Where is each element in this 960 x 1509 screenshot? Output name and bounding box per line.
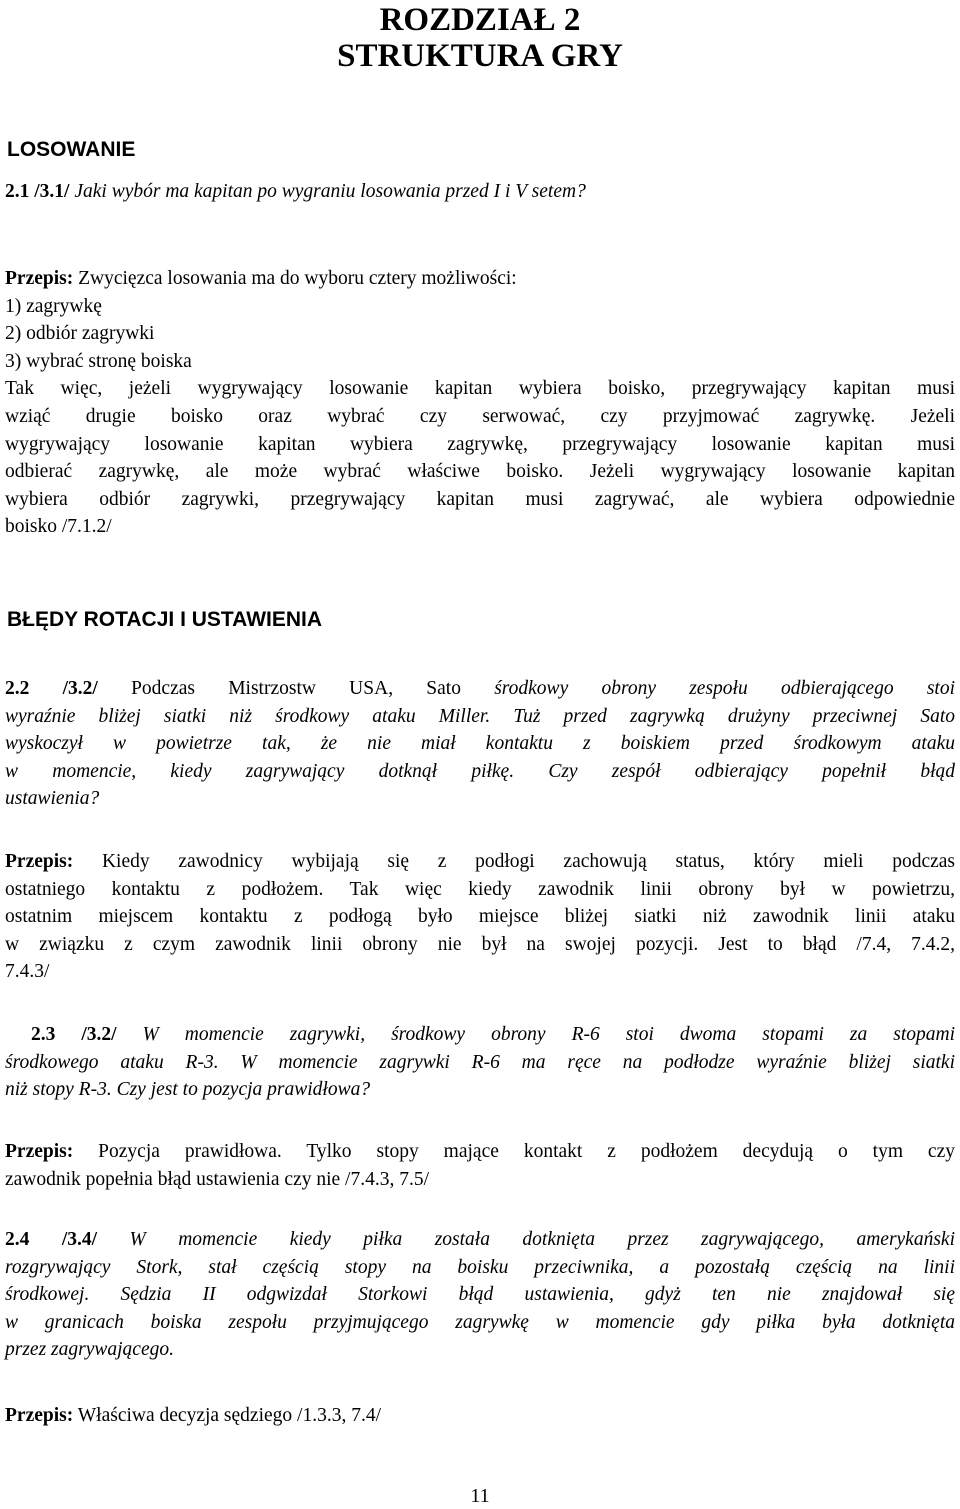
chapter-name: STRUKTURA GRY xyxy=(337,38,623,74)
rule-label: Przepis: xyxy=(5,268,74,289)
answer-2-1: Przepis: Zwycięzca losowania ma do wyboru cztery możliwości: 1) zagrywkę 2) odbiór zagrywki 3) wybrać stronę boiska Tak więc, jeżeli wygrywający losowanie kapitan wybiera boisko, przegrywający kapitan musi wziąć drugie boisko oraz wybrać czy serwować, czy przyjmować zagrywkę. Jeżeli wygrywający losowanie kapitan wybiera zagrywkę, przegrywający losowanie kapitan musi odbierać zagrywkę, ale może wybrać właściwe boisko. Jeżeli wygrywający losowanie kapitan wybiera odbiór zagrywki, przegrywający kapitan musi zagrywać, ale wybiera odpowiednie boisko /7.1.2/ xyxy=(5,268,955,538)
question-number: 2.2 /3.2/ xyxy=(5,678,98,699)
question-number: 2.3 /3.2/ xyxy=(30,1024,117,1045)
option-3: 3) wybrać stronę boiska xyxy=(5,350,192,372)
page-number: 11 xyxy=(470,1485,490,1507)
rule-label: Przepis: xyxy=(5,1141,74,1162)
question-2-1 xyxy=(5,178,955,206)
question-number: 2.1 /3.1/ xyxy=(5,181,70,202)
chapter-number: ROZDZIAŁ 2 xyxy=(379,2,581,38)
answer-2-4: Przepis: Właściwa decyzja sędziego /1.3.3, 7.4/ xyxy=(5,1405,381,1426)
rule-label: Przepis: xyxy=(5,1405,74,1426)
chapter-title xyxy=(0,2,960,74)
question-number: 2.4 /3.4/ xyxy=(5,1229,98,1250)
section-heading-bledy: BŁĘDY ROTACJI I USTAWIENIA xyxy=(7,608,323,631)
question-text: Jaki wybór ma kapitan po wygraniu losowania przed I i V setem? xyxy=(74,181,586,202)
question-2-3: 2.3 /3.2/ W momencie zagrywki, środkowy obrony R-6 stoi dwoma stopami za stopami środkowego ataku R-3. W momencie zagrywki R-6 ma ręce na podłodze wyraźnie bliżej siatki niż stopy R-3. Czy jest to pozycja prawidłowa? xyxy=(5,1024,956,1101)
question-2-4: 2.4 /3.4/ W momencie kiedy piłka została dotknięta przez zagrywającego, amerykański rozgrywający Stork, stał częścią stopy na boisku przeciwnika, a pozostałą częścią na linii środkowej. Sędzia II odgwizdał Storkowi błąd ustawienia, gdyż ten nie znajdował się w granicach boiska zespołu przyjmującego zagrywkę w momencie gdy piłka była dotknięta przez zagrywającego. xyxy=(5,1229,955,1361)
option-1: 1) zagrywkę xyxy=(5,295,102,317)
option-2: 2) odbiór zagrywki xyxy=(5,323,155,345)
question-2-2: 2.2 /3.2/ Podczas Mistrzostw USA, Sato środkowy obrony zespołu odbierającego stoi wyraźnie bliżej siatki niż środkowy ataku Miller. Tuż przed zagrywką drużyny przeciwnej Sato wyskoczył w powietrze tak, że nie miał kontaktu z boiskiem przed środkowym ataku w momencie, kiedy zagrywający dotknął piłkę. Czy zespół odbierający popełnił błąd ustawienia? xyxy=(5,678,955,810)
rule-label: Przepis: xyxy=(5,851,74,872)
answer-2-3: Przepis: Pozycja prawidłowa. Tylko stopy mające kontakt z podłożem decydują o tym czy zawodnik popełnia błąd ustawienia czy nie /7.4.3, 7.5/ xyxy=(5,1141,955,1190)
answer-2-2: Przepis: Kiedy zawodnicy wybijają się z podłogi zachowują status, który mieli podczas ostatniego kontaktu z podłożem. Tak więc kiedy zawodnik linii obrony był w powietrzu, ostatnim miejscem kontaktu z podłogą było miejsce bliżej siatki niż zawodnik linii ataku w związku z czym zawodnik linii obrony nie był na swojej pozycji. Jest to błąd /7.4, 7.4.2, 7.4.3/ xyxy=(5,851,955,983)
section-heading-losowanie: LOSOWANIE xyxy=(7,138,136,161)
